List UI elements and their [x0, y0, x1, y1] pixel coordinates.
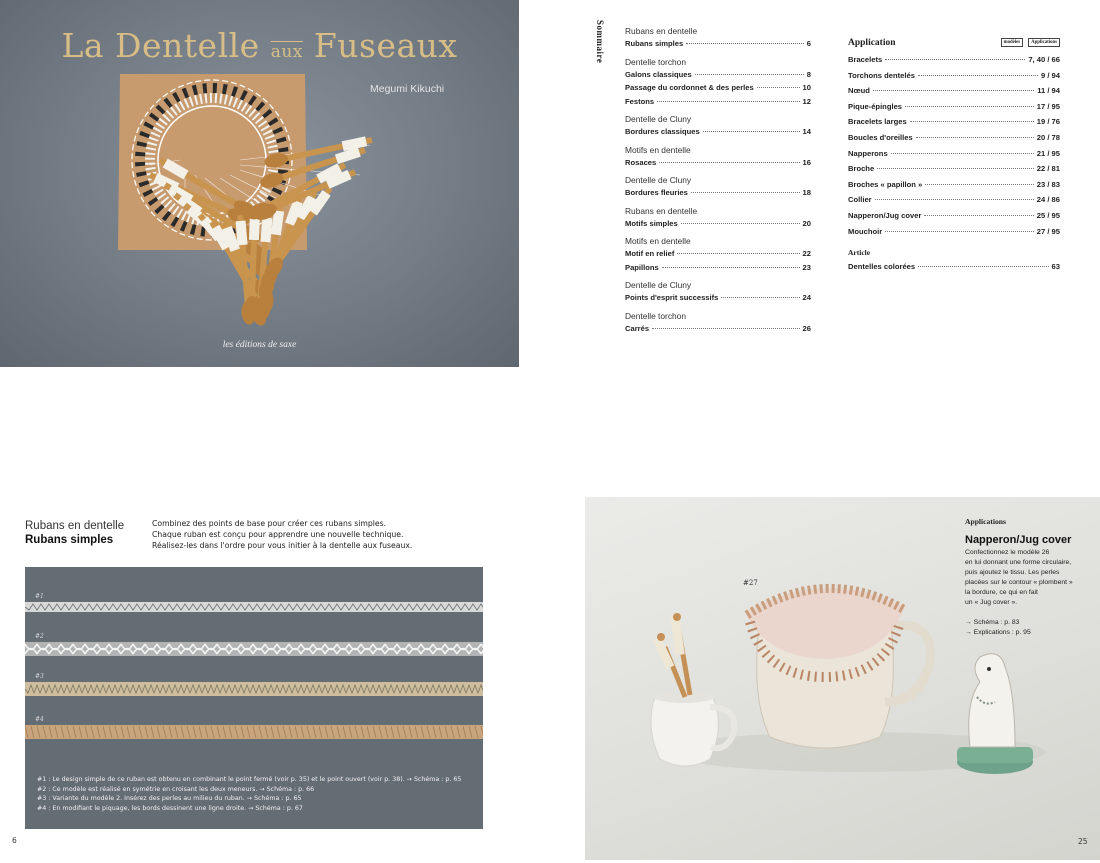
toc-entry-label: Papillons	[625, 262, 659, 272]
toc-leader-dots	[924, 215, 1033, 216]
caption-line: #2 : Ce modèle est réalisé en symétrie en croisant les deux meneurs. → Schéma : p. 66	[37, 785, 315, 793]
lace-label: #3	[35, 673, 44, 680]
lace-label: #1	[35, 593, 44, 600]
toc-entry-label: Mouchoir	[848, 226, 883, 236]
lace-label: #4	[35, 716, 44, 723]
lace-label: #2	[35, 633, 44, 640]
toc-leader-dots	[657, 101, 799, 102]
desc-line: placées sur le contour « plombent »	[965, 579, 1073, 586]
toc-entry	[848, 99, 1060, 115]
lace-ribbon-1	[25, 599, 483, 615]
toc-section-heading: Motifs en dentelle	[625, 236, 691, 246]
toc-entry-page: 9 / 94	[1041, 70, 1060, 80]
caption-line: #4 : En modifiant le piquage, les bords dessinent une ligne droite. → Schéma : p. 67	[37, 804, 303, 812]
toc-entry-label: Carrés	[625, 323, 650, 333]
applications-refs	[965, 618, 1095, 638]
toc-leader-dots	[905, 106, 1034, 107]
toc-entry	[625, 247, 811, 261]
toc-entry-label: Passage du cordonnet & des perles	[625, 83, 754, 92]
toc-entry-label: Napperons	[848, 148, 888, 158]
toc-leader-dots	[659, 162, 799, 163]
toc-entry-page: 14	[802, 127, 811, 136]
toc-leader-dots	[652, 328, 799, 329]
toc-entry-label: Motif en relief	[625, 249, 675, 258]
rubans-page	[0, 500, 520, 863]
toc-entry	[625, 95, 811, 109]
cover-publisher: les éditions de saxe	[222, 340, 297, 350]
cover-title: La Dentelle $\overline{aux}$ Fuseaux	[61, 26, 458, 65]
toc-entry	[848, 259, 1060, 275]
toc-entry-label: Broches « papillon »	[848, 179, 923, 189]
contents-vertical-title: Sommaire	[595, 20, 605, 64]
toc-entry-page: 23	[802, 262, 811, 272]
page-number: 25	[1078, 837, 1088, 846]
toc-entry	[848, 146, 1060, 162]
toc-entry	[625, 291, 811, 305]
ref-line: → Explications : p. 95	[965, 629, 1031, 636]
toc-entry-page: 22 / 81	[1036, 164, 1060, 174]
toc-entry-page: 18	[802, 188, 811, 197]
intro-line: Réalisez-les dans l'ordre pour vous initier à la dentelle aux fuseaux.	[152, 541, 413, 550]
toc-leader-dots	[925, 184, 1033, 185]
toc-entry-page: 10	[802, 83, 811, 92]
desc-line: un « Jug cover ».	[965, 599, 1018, 606]
applications-page	[585, 497, 1100, 860]
lace-ribbon-3	[25, 680, 483, 698]
toc-entry-label: Dentelles colorées	[848, 262, 916, 272]
desc-line: la bordure, ce qui en fait	[965, 589, 1038, 596]
toc-entry-page: 16	[802, 157, 811, 167]
toc-entry	[848, 208, 1060, 224]
toc-entry-page: 11 / 94	[1037, 86, 1060, 96]
toc-entry-label: Motifs simples	[625, 218, 678, 228]
toc-entry-page: 7, 40 / 66	[1028, 55, 1060, 64]
caption-line: #3 : Variante du modèle 2. Insérez des perles au milieu du ruban. → Schéma : p. 65	[37, 795, 302, 803]
rubans-title	[25, 519, 124, 547]
toc-entry	[625, 68, 811, 82]
toc-leader-dots	[757, 87, 800, 88]
toc-entry	[625, 186, 811, 200]
cover-author: Megumi Kikuchi	[370, 83, 445, 95]
toc-section-heading: Dentelle torchon	[625, 56, 686, 67]
intro-line: Combinez des points de base pour créer ces rubans simples.	[152, 519, 387, 528]
toc-section-heading: Dentelle torchon	[625, 310, 686, 321]
toc-entry-page: 21 / 95	[1036, 148, 1060, 158]
toc-section-heading: Dentelle de Cluny	[625, 175, 692, 185]
page-number: 6	[12, 836, 17, 845]
rubans-title-main: Rubans simples	[25, 534, 114, 546]
toc-entry-label: Pique-épingles	[848, 101, 903, 111]
toc-entry	[848, 68, 1060, 84]
toc-section-heading: Motifs en dentelle	[625, 144, 691, 155]
toc-entry-page: 19 / 76	[1036, 117, 1060, 127]
caption-line: #1 : Le design simple de ce ruban est obtenu en combinant le point fermé (voir p. 35) et le point ouvert (voir p. 38). → Schéma : p. 65	[37, 776, 462, 783]
toc-entry-page: 26	[802, 323, 811, 333]
intro-line: Chaque ruban est conçu pour apprendre une nouvelle technique.	[152, 530, 404, 539]
toc-entry-label: Bracelets	[848, 55, 883, 64]
application-heading: Application	[848, 38, 896, 48]
rubans-intro	[152, 518, 482, 551]
toc-entry	[848, 114, 1060, 130]
toc-entry-page: 23 / 83	[1036, 179, 1060, 189]
toc-entry	[625, 322, 811, 336]
toc-entry-label: Collier	[848, 195, 872, 205]
toc-entry-label: Festons	[625, 96, 655, 106]
toc-leader-dots	[910, 121, 1034, 122]
toc-entry-page: 17 / 95	[1036, 101, 1060, 111]
toc-leader-dots	[662, 267, 800, 268]
toc-entry	[625, 261, 811, 275]
toc-entry-label: Torchons dentelés	[848, 70, 915, 80]
toc-entry-label: Napperon/Jug cover	[848, 210, 922, 220]
lace-ribbon-4	[25, 723, 483, 741]
toc-entry-label: Nœud	[848, 86, 870, 96]
toc-entry-label: Boucles d'oreilles	[848, 132, 913, 142]
toc-entry-label: Bordures classiques	[625, 127, 700, 136]
applications-title: Napperon/Jug cover	[965, 534, 1072, 546]
toc-leader-dots	[918, 266, 1048, 267]
toc-entry-page: 27 / 95	[1036, 226, 1060, 236]
toc-leader-dots	[681, 223, 800, 224]
toc-leader-dots	[916, 137, 1034, 138]
rubans-title-section: Rubans en dentelle	[25, 520, 125, 532]
toc-entry-label: Points d'esprit successifs	[625, 293, 719, 302]
toc-entry-label: Broche	[848, 164, 875, 174]
toc-entry	[848, 161, 1060, 177]
toc-entry	[625, 217, 811, 231]
book-cover	[0, 0, 519, 367]
toc-entry	[848, 177, 1060, 193]
rubans-photo	[25, 567, 483, 829]
tag-applications: Applications	[1028, 38, 1060, 47]
toc-leader-dots	[885, 59, 1025, 60]
big-jug	[745, 588, 930, 748]
toc-entry	[848, 130, 1060, 146]
toc-leader-dots	[885, 231, 1034, 232]
toc-leader-dots	[691, 192, 800, 193]
toc-leader-dots	[721, 297, 799, 298]
model-number: #27	[743, 579, 758, 587]
toc-entry-label: Rosaces	[625, 157, 657, 167]
applications-text	[965, 517, 1095, 638]
desc-line: Confectionnez le modèle 26	[965, 549, 1050, 556]
toc-entry-page: 24 / 86	[1036, 195, 1060, 205]
contents-right-column	[848, 38, 1060, 275]
toc-entry-page: 63	[1051, 262, 1060, 272]
article-list	[848, 259, 1060, 275]
toc-leader-dots	[703, 131, 800, 132]
toc-section-heading: Rubans en dentelle	[625, 26, 698, 36]
ref-line: → Schéma : p. 83	[965, 619, 1020, 626]
toc-entry	[625, 81, 811, 95]
toc-section-heading: Dentelle de Cluny	[625, 280, 692, 290]
toc-entry-page: 24	[802, 293, 811, 302]
toc-entry	[848, 83, 1060, 99]
rubans-captions	[37, 775, 477, 813]
toc-entry-page: 20	[802, 218, 811, 228]
toc-section-heading: Rubans en dentelle	[625, 205, 698, 216]
application-list	[848, 52, 1060, 239]
dog-figurine	[957, 654, 1033, 774]
desc-line: puis ajoutez le tissu. Les perles	[965, 569, 1060, 576]
toc-entry	[625, 156, 811, 170]
toc-entry-label: Galons classiques	[625, 69, 692, 79]
toc-entry	[848, 224, 1060, 240]
toc-leader-dots	[686, 43, 804, 44]
toc-entry	[625, 125, 811, 139]
toc-entry-page: 8	[806, 69, 811, 79]
toc-leader-dots	[695, 74, 804, 75]
contents-left-column	[625, 26, 811, 335]
toc-section-heading: Dentelle de Cluny	[625, 114, 692, 124]
article-heading: Article	[848, 248, 871, 258]
toc-entry	[848, 192, 1060, 208]
toc-entry-page: 12	[802, 96, 811, 106]
toc-entry-label: Bordures fleuries	[625, 188, 688, 197]
lace-ribbon-2	[25, 640, 483, 658]
tag-model: modèles	[1001, 38, 1024, 47]
applications-kicker: Applications	[965, 517, 1006, 526]
application-heading-row	[848, 38, 1060, 48]
toc-entry	[625, 37, 811, 51]
toc-entry-page: 25 / 95	[1036, 210, 1060, 220]
toc-leader-dots	[877, 168, 1034, 169]
toc-entry	[848, 52, 1060, 68]
contents-page	[590, 0, 1100, 367]
toc-entry-page: 20 / 78	[1036, 132, 1060, 142]
toc-entry-page: 6	[806, 39, 811, 48]
toc-leader-dots	[677, 253, 799, 254]
toc-entry-label: Rubans simples	[625, 39, 684, 48]
desc-line: en lui donnant une forme circulaire,	[965, 559, 1072, 566]
applications-description	[965, 548, 1095, 608]
toc-leader-dots	[891, 153, 1034, 154]
toc-entry-page: 22	[802, 249, 811, 258]
toc-leader-dots	[918, 75, 1038, 76]
toc-entry-label: Bracelets larges	[848, 117, 907, 127]
toc-leader-dots	[873, 90, 1034, 91]
toc-leader-dots	[875, 199, 1034, 200]
